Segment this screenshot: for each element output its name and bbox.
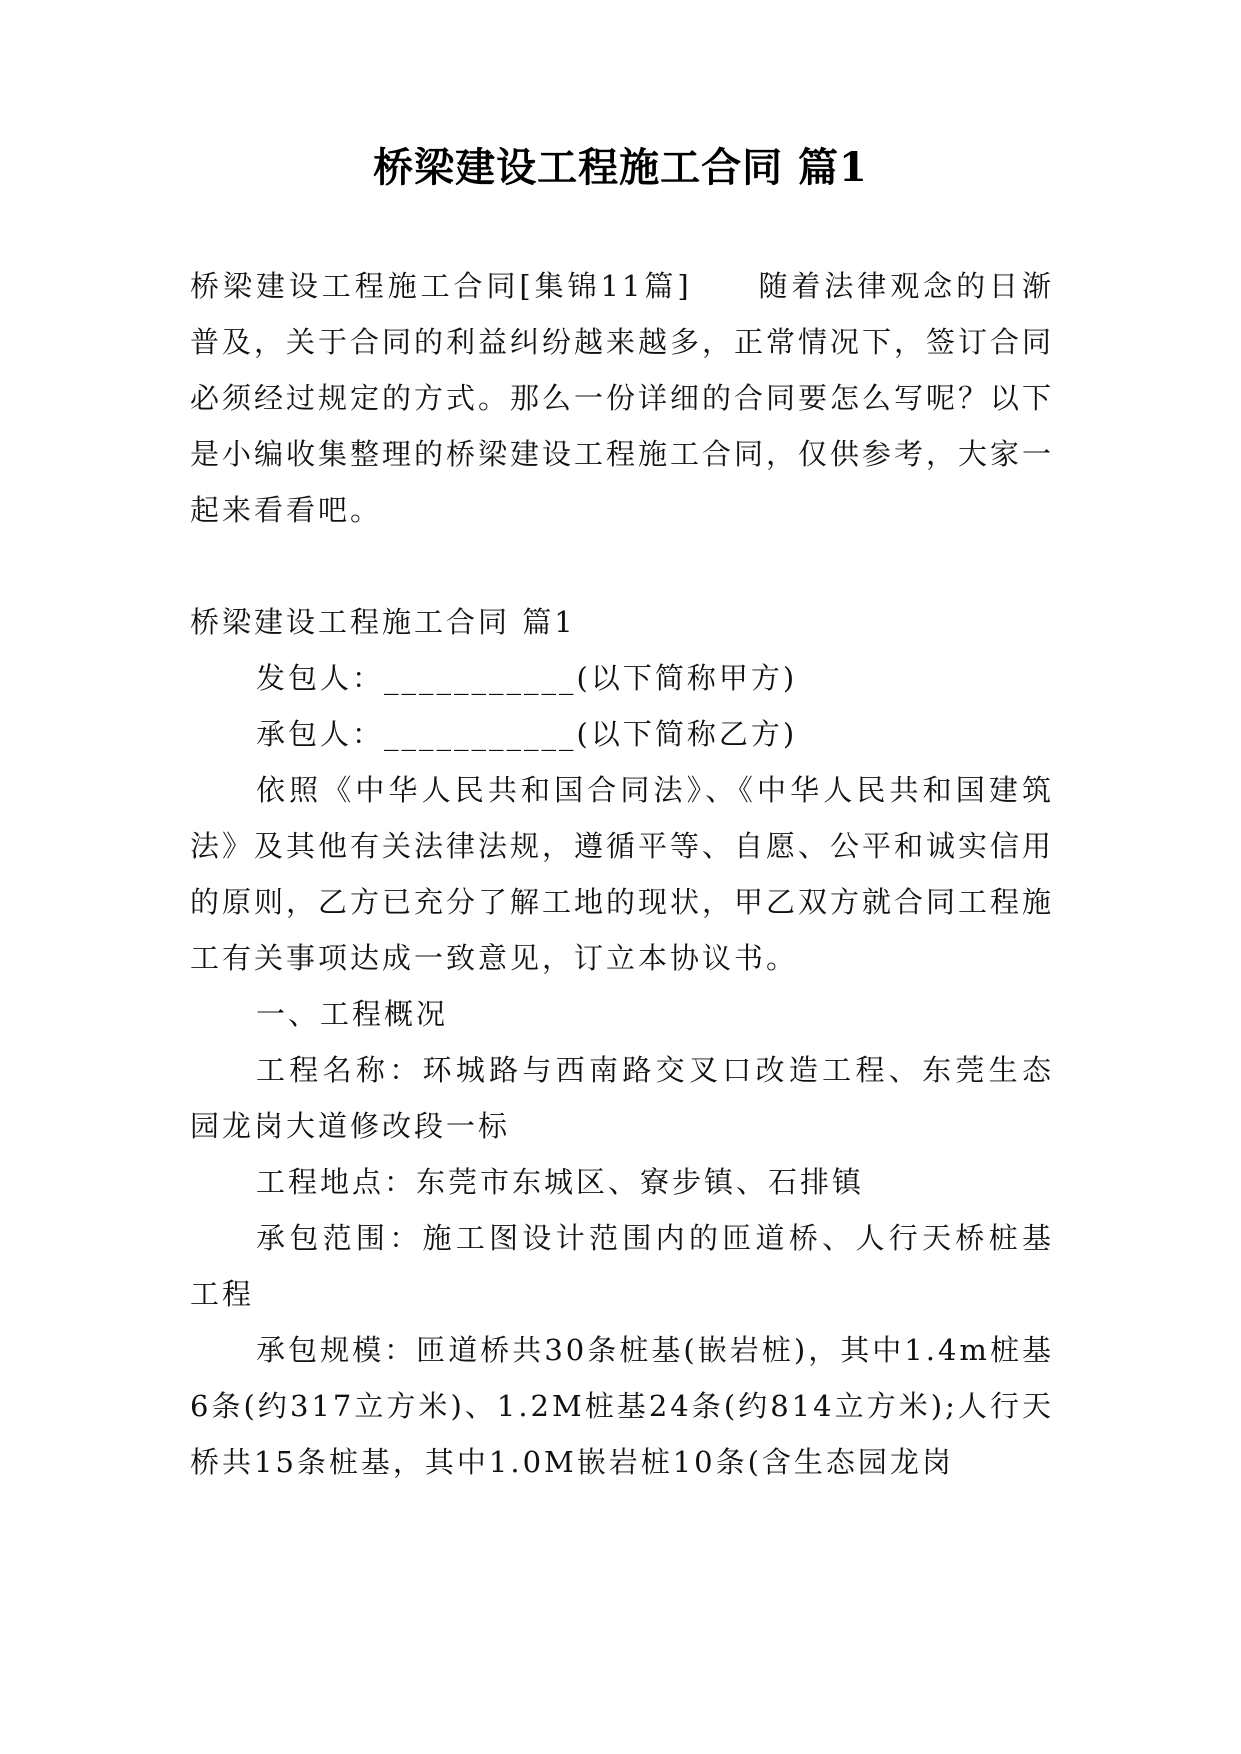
- contract-scale-paragraph: 承包规模：匝道桥共30条桩基(嵌岩桩)，其中1.4m桩基6条(约317立方米)、1.2M桩基24条(约814立方米);人行天桥共15条桩基，其中1.0M嵌岩桩10条(含生态园龙岗: [190, 1333, 1054, 1479]
- employer-line: 发包人：___________(以下简称甲方): [256, 661, 798, 695]
- section-heading: 桥梁建设工程施工合同 篇1: [190, 605, 576, 639]
- contractor-line: 承包人：___________(以下简称乙方): [256, 717, 798, 751]
- project-overview-heading: 一、工程概况: [256, 997, 449, 1031]
- document-title: 桥梁建设工程施工合同 篇1: [373, 144, 868, 191]
- project-location-paragraph: 工程地点：东莞市东城区、寮步镇、石排镇: [256, 1165, 865, 1199]
- contract-scope-paragraph: 承包范围：施工图设计范围内的匝道桥、人行天桥桩基工程: [190, 1221, 1054, 1311]
- legal-basis-paragraph: 依照《中华人民共和国合同法》、《中华人民共和国建筑法》及其他有关法律法规，遵循平等、自愿、公平和诚实信用的原则，乙方已充分了解工地的现状，甲乙双方就合同工程施工有关事项达成一致意见，订立本协议书。: [190, 773, 1055, 975]
- intro-paragraph: 桥梁建设工程施工合同[集锦11篇] 随着法律观念的日渐普及，关于合同的利益纠纷越来越多，正常情况下，签订合同必须经过规定的方式。那么一份详细的合同要怎么写呢？以下是小编收集整理的桥梁建设工程施工合同，仅供参考，大家一起来看看吧。: [190, 269, 1055, 527]
- project-name-paragraph: 工程名称：环城路与西南路交叉口改造工程、东莞生态园龙岗大道修改段一标: [190, 1053, 1054, 1143]
- document-body: [190, 258, 1054, 1490]
